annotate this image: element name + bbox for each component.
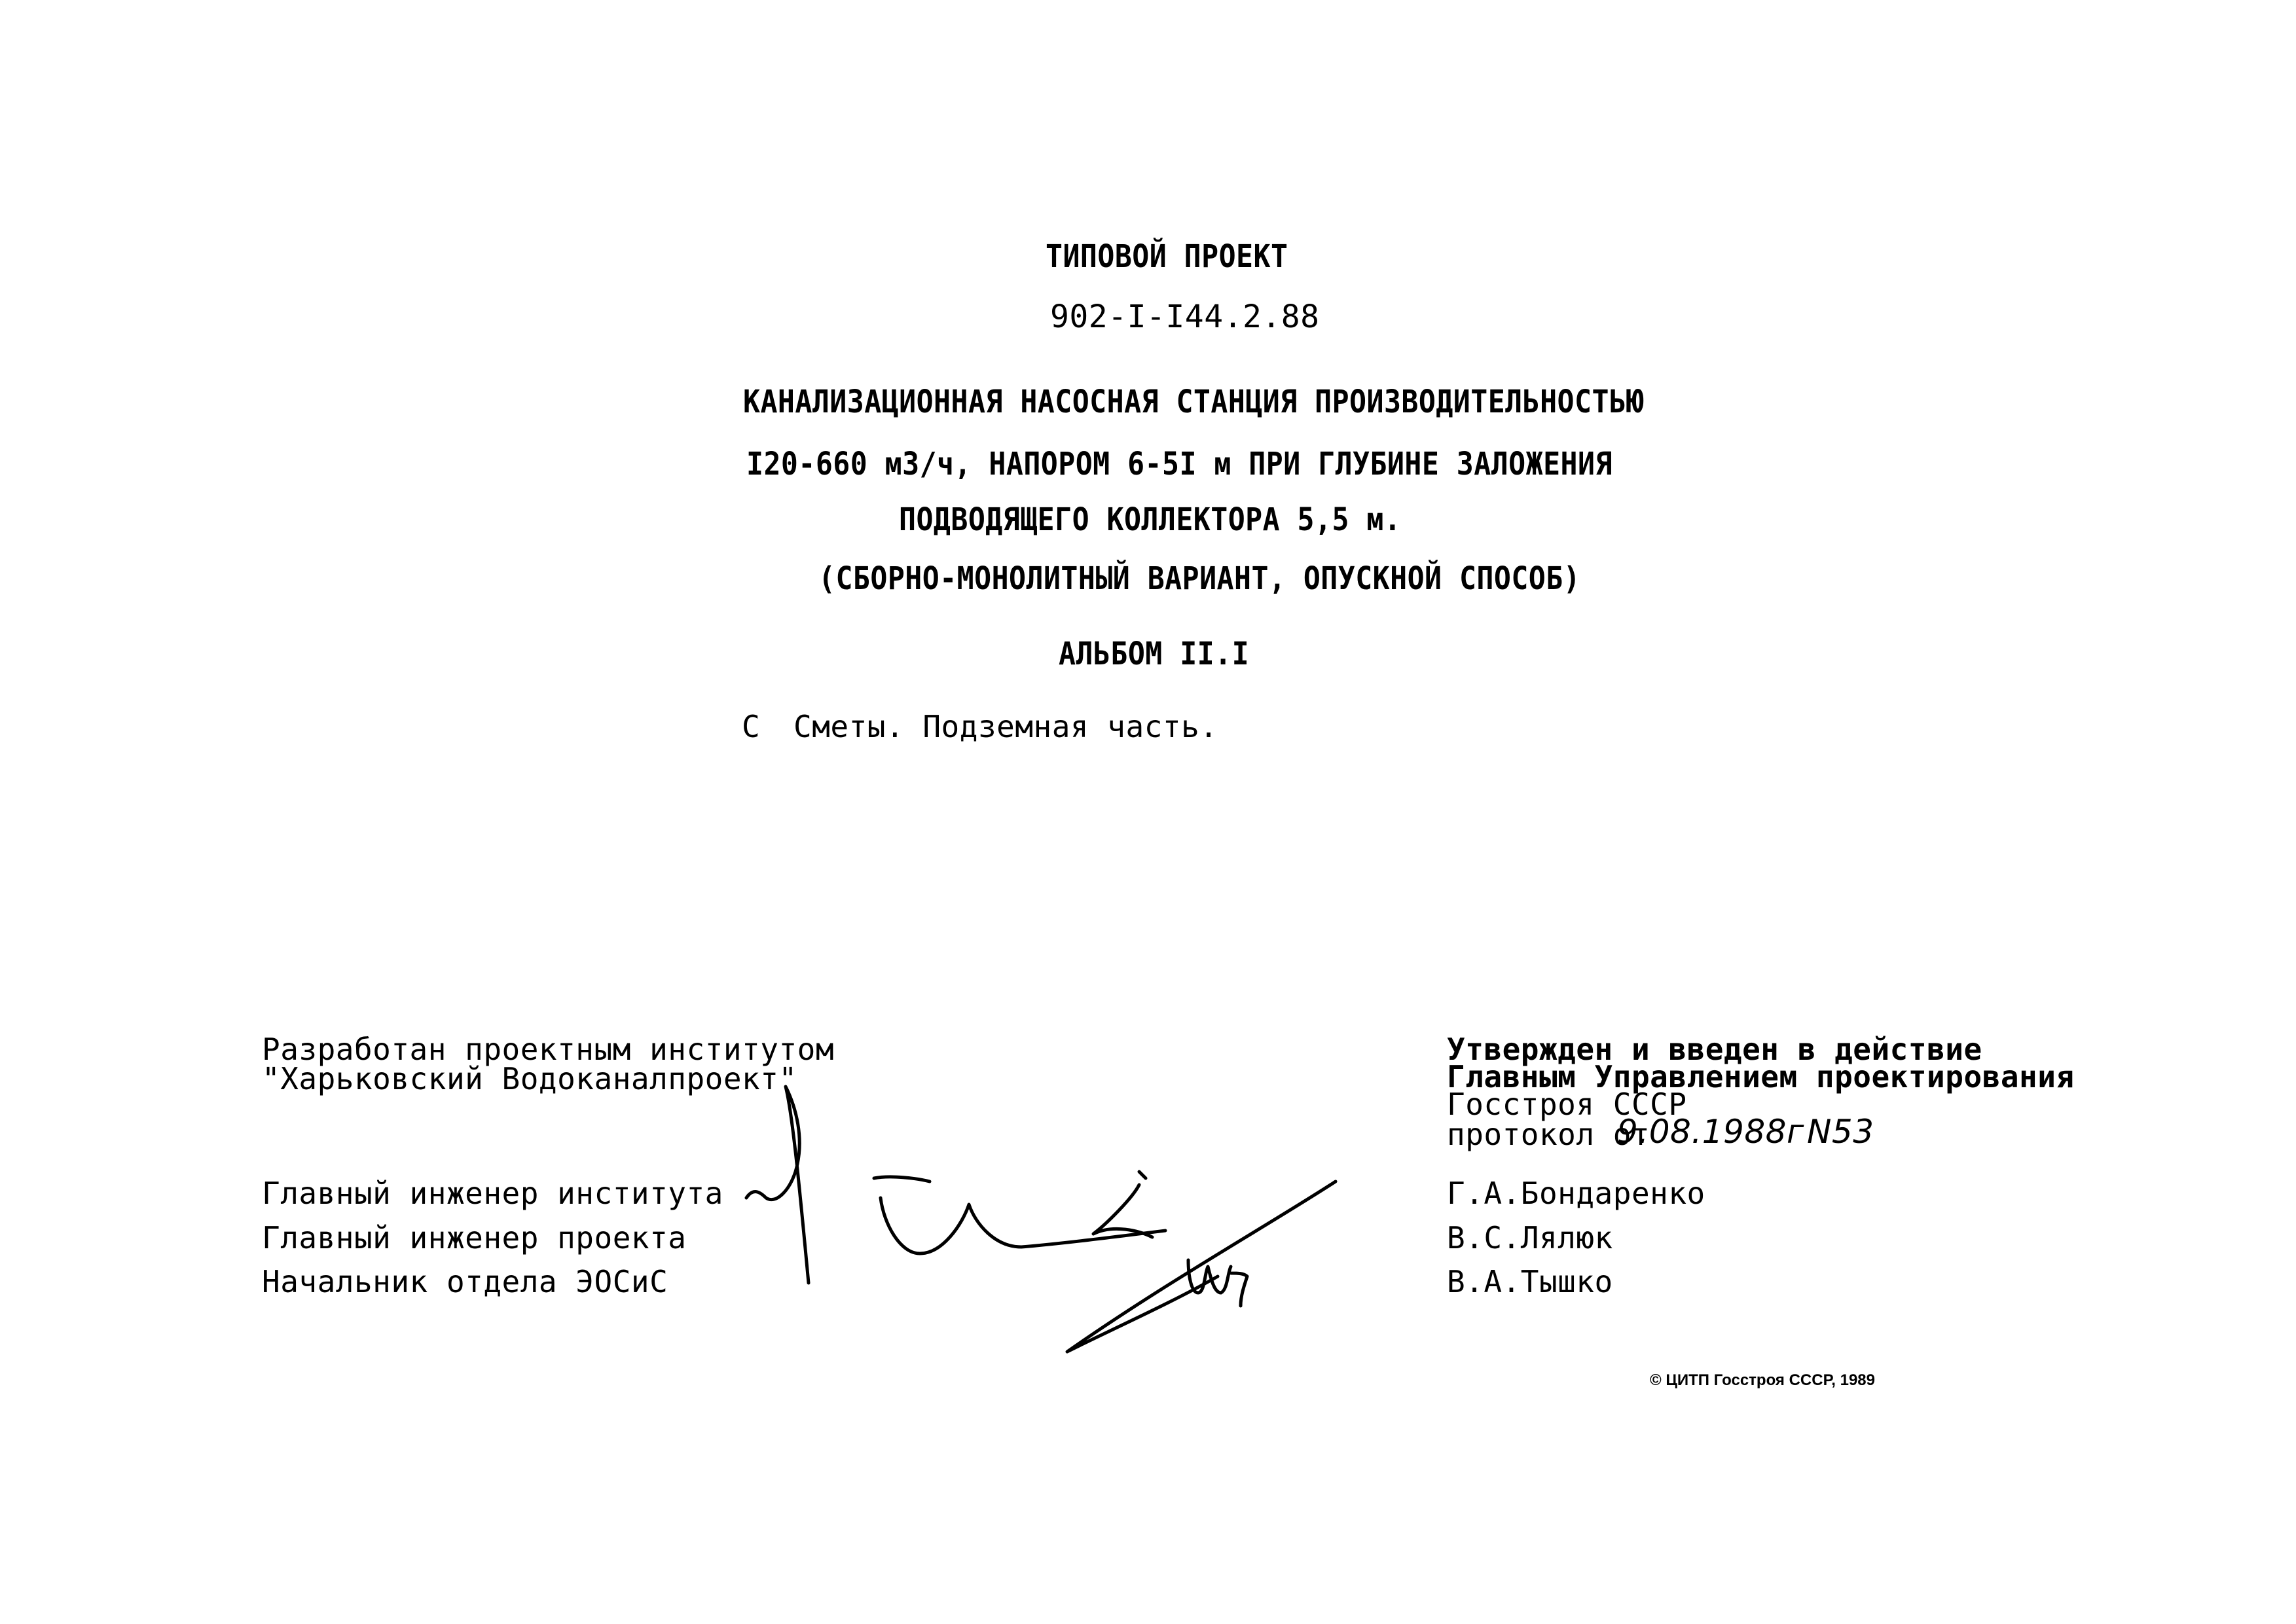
signature-department-head-1 — [1093, 1172, 1152, 1237]
signature-department-head-2 — [1067, 1182, 1336, 1352]
title-line-4: (СБОРНО-МОНОЛИТНЫЙ ВАРИАНТ, ОПУСКНОЙ СПОСОБ) — [818, 560, 1581, 597]
approval-line-2: Главным Управлением проектирования — [1447, 1059, 2075, 1094]
signature-initials — [1188, 1260, 1247, 1306]
section-title: Сметы. Подземная часть. — [793, 709, 1218, 744]
signatory-role-2: Главный инженер проекта — [262, 1220, 687, 1255]
signatory-name-2: В.С.Лялюк — [1447, 1220, 1613, 1255]
signatory-name-3: В.А.Тышко — [1447, 1264, 1613, 1299]
signature-chief-engineer-project — [874, 1177, 1165, 1254]
title-line-2: I20-660 м3/ч, НАПОРОМ 6-5I м ПРИ ГЛУБИНЕ ЗАЛОЖЕНИЯ — [746, 446, 1613, 482]
title-line-3: ПОДВОДЯЩЕГО КОЛЛЕКТОРА 5,5 м. — [899, 501, 1402, 538]
project-number: 902-I-I44.2.88 — [1050, 298, 1320, 335]
signatory-role-1: Главный инженер института — [262, 1176, 723, 1211]
signatory-role-3: Начальник отдела ЭОСиС — [262, 1264, 668, 1299]
approval-line-1: Утвержден и введен в действие — [1447, 1032, 1982, 1067]
developer-line-2: "Харьковский Водоканалпроект" — [262, 1061, 797, 1096]
album-label: АЛЬБОМ II.I — [1059, 636, 1250, 672]
copyright-notice: © ЦИТП Госстроя СССР, 1989 — [1650, 1371, 1876, 1389]
approval-line-3: Госстроя СССР — [1447, 1087, 1687, 1122]
section-letter: С — [742, 709, 761, 744]
project-type: ТИПОВОЙ ПРОЕКТ — [1046, 238, 1288, 275]
protocol-date: 9.08.1988г — [1617, 1113, 1804, 1151]
title-line-1: КАНАЛИЗАЦИОННАЯ НАСОСНАЯ СТАНЦИЯ ПРОИЗВОДИТЕЛЬНОСТЬЮ — [743, 384, 1644, 420]
developer-line-1: Разработан проектным институтом — [262, 1032, 835, 1067]
protocol-label: протокол от — [1447, 1117, 1650, 1152]
signature-chief-engineer-institute — [746, 1087, 809, 1283]
signatory-name-1: Г.А.Бондаренко — [1447, 1176, 1705, 1211]
protocol-number: N53 — [1807, 1113, 1874, 1151]
